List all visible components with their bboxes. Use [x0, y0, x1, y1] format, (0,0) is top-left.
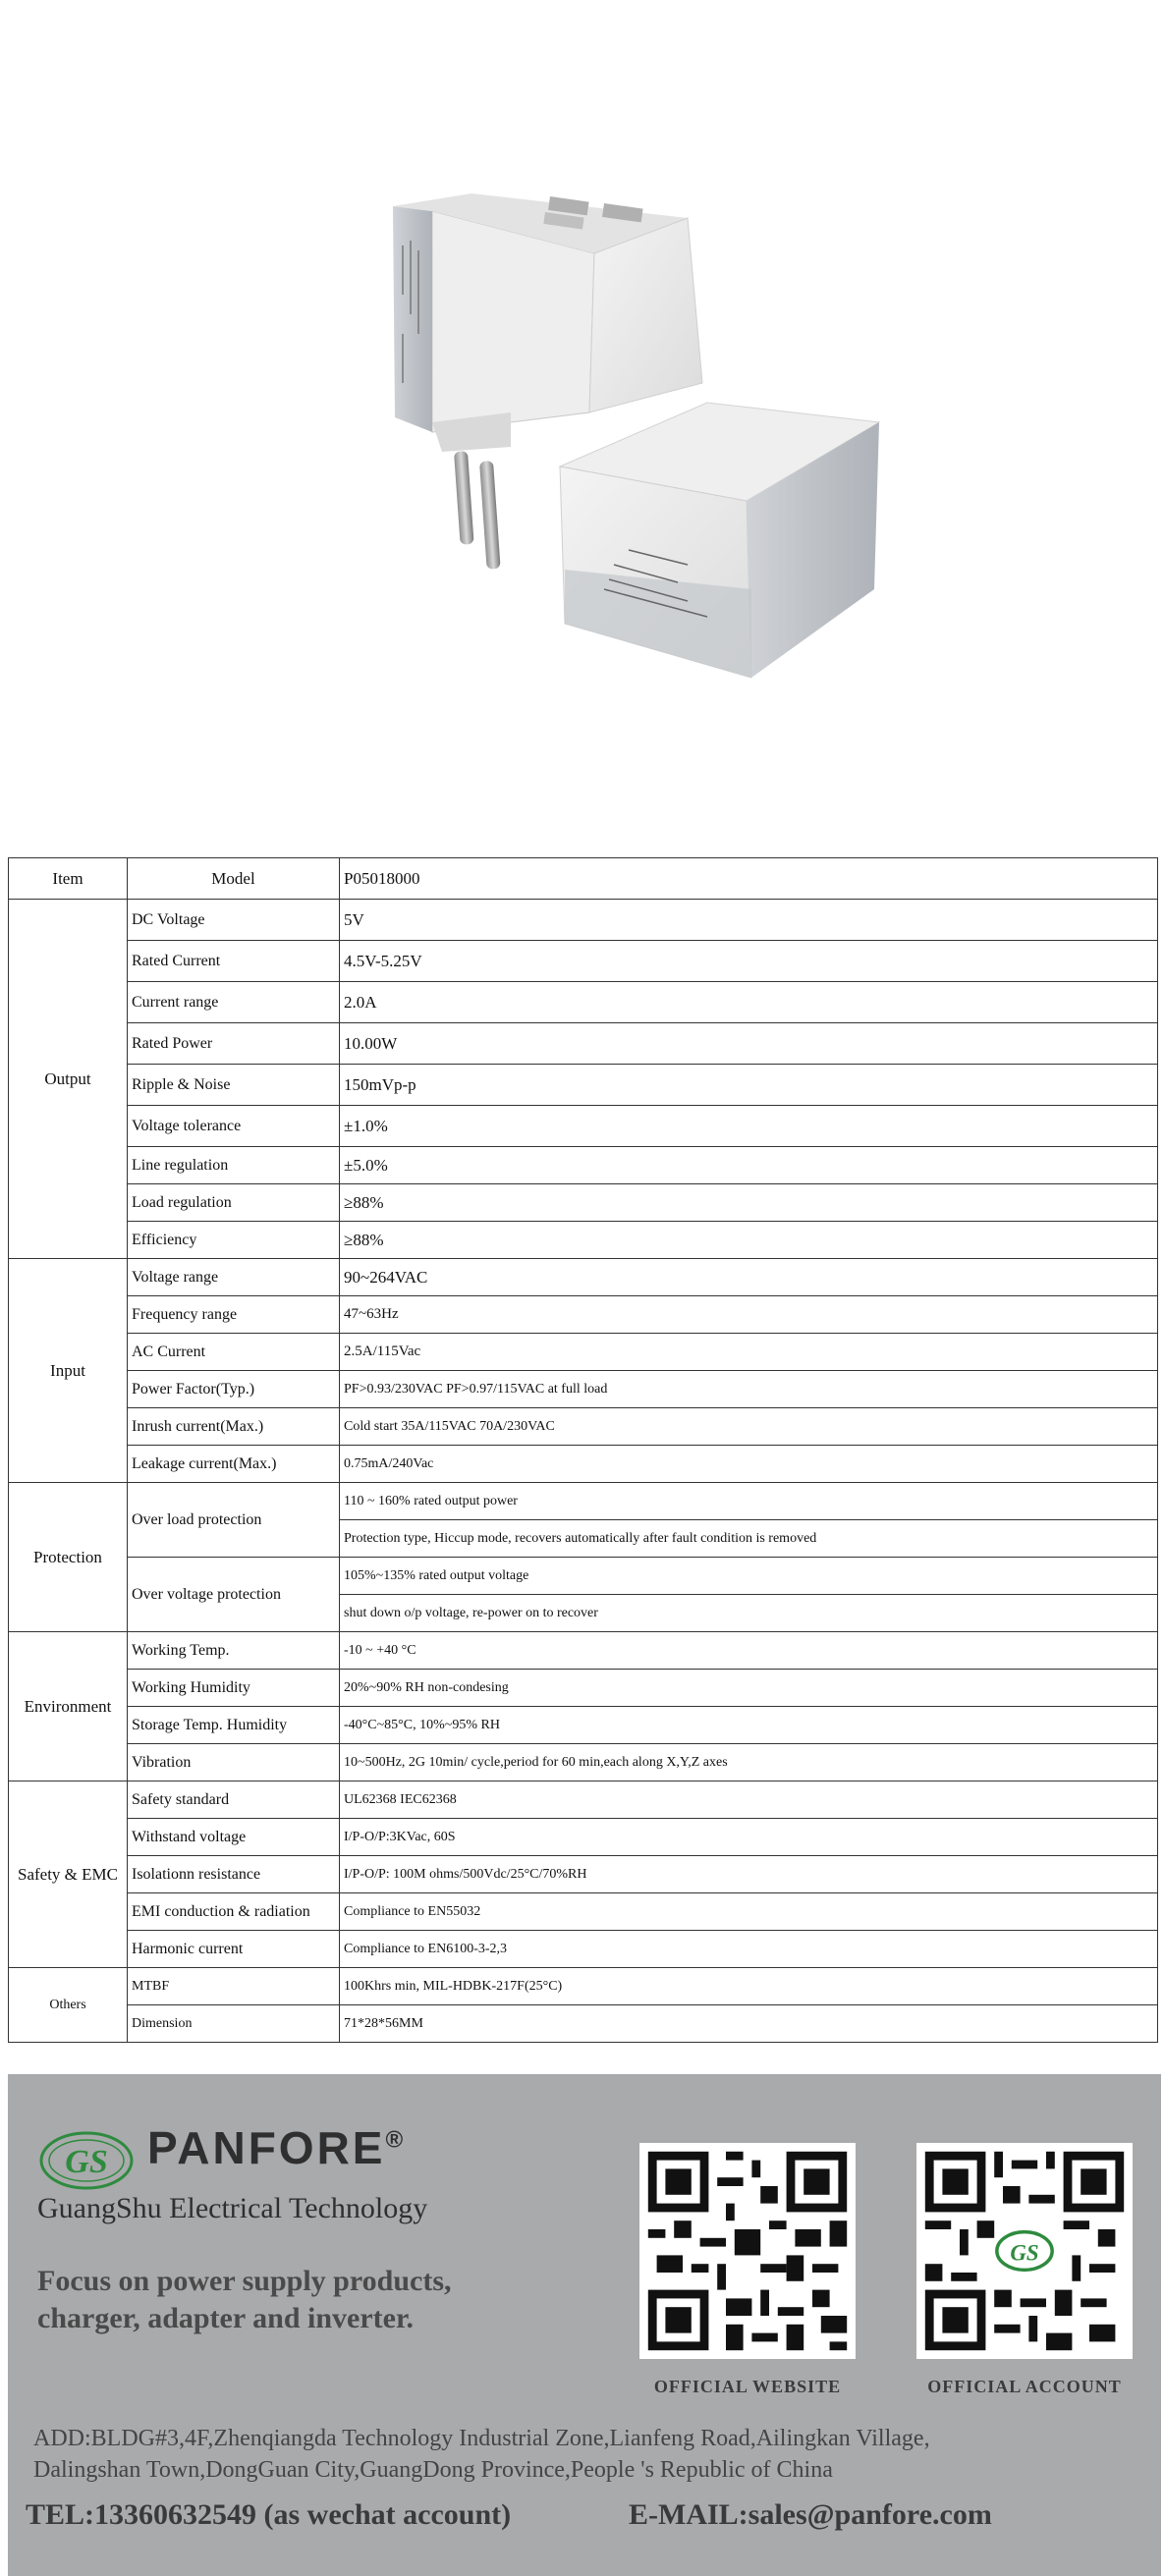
param-cell: Inrush current(Max.) — [128, 1408, 340, 1446]
param-cell: Over voltage protection — [128, 1558, 340, 1632]
value-cell: 150mVp-p — [340, 1065, 1158, 1106]
value-cell: Compliance to EN55032 — [340, 1893, 1158, 1931]
company-name: GuangShu Electrical Technology — [37, 2192, 428, 2224]
param-cell: Working Humidity — [128, 1670, 340, 1707]
table-row — [9, 982, 1158, 1023]
item-header: Item — [9, 858, 128, 900]
value-cell: 110 ~ 160% rated output power — [340, 1483, 1158, 1520]
value-cell: ±5.0% — [340, 1147, 1158, 1184]
qr-account-icon — [916, 2143, 1133, 2359]
qr-website-label: OFFICIAL WEBSITE — [653, 2377, 842, 2396]
value-cell: 5V — [340, 900, 1158, 941]
table-row — [9, 1968, 1158, 2005]
table-row — [9, 1744, 1158, 1781]
value-cell: ≥88% — [340, 1222, 1158, 1259]
value-cell: PF>0.93/230VAC PF>0.97/115VAC at full load — [340, 1371, 1158, 1408]
table-row — [9, 1408, 1158, 1446]
value-cell: I/P-O/P: 100M ohms/500Vdc/25°C/70%RH — [340, 1856, 1158, 1893]
value-cell: -10 ~ +40 °C — [340, 1632, 1158, 1670]
category-protection: Protection — [9, 1483, 128, 1632]
value-cell: 10~500Hz, 2G 10min/ cycle,period for 60 min,each along X,Y,Z axes — [340, 1744, 1158, 1781]
slogan — [37, 2263, 452, 2337]
param-cell: Leakage current(Max.) — [128, 1446, 340, 1483]
address-line-1: ADD:BLDG#3,4F,Zhenqiangda Technology Industrial Zone,Lianfeng Road,Ailingkan Village, — [33, 2426, 930, 2451]
value-cell: I/P-O/P:3KVac, 60S — [340, 1819, 1158, 1856]
table-row — [9, 1184, 1158, 1222]
value-cell: -40°C~85°C, 10%~95% RH — [340, 1707, 1158, 1744]
qr-account-label: OFFICIAL ACCOUNT — [927, 2377, 1122, 2396]
qr-code-website[interactable] — [639, 2143, 856, 2359]
value-cell: 2.5A/115Vac — [340, 1334, 1158, 1371]
param-cell: Current range — [128, 982, 340, 1023]
spec-table — [8, 857, 1158, 2043]
value-cell: shut down o/p voltage, re-power on to recover — [340, 1595, 1158, 1632]
value-cell: ≥88% — [340, 1184, 1158, 1222]
table-row — [9, 1670, 1158, 1707]
param-cell: Voltage range — [128, 1259, 340, 1296]
qr-code-account[interactable] — [916, 2143, 1133, 2359]
param-cell: Power Factor(Typ.) — [128, 1371, 340, 1408]
table-row — [9, 2005, 1158, 2043]
param-cell: Dimension — [128, 2005, 340, 2043]
value-cell: Cold start 35A/115VAC 70A/230VAC — [340, 1408, 1158, 1446]
table-row — [9, 1632, 1158, 1670]
value-cell: Compliance to EN6100-3-2,3 — [340, 1931, 1158, 1968]
table-row — [9, 1147, 1158, 1184]
param-cell: Rated Power — [128, 1023, 340, 1065]
product-photo — [0, 0, 1164, 845]
table-row — [9, 1371, 1158, 1408]
value-cell: Protection type, Hiccup mode, recovers automatically after fault condition is removed — [340, 1520, 1158, 1558]
telephone: TEL:13360632549 (as wechat account) — [26, 2498, 512, 2531]
param-cell: Efficiency — [128, 1222, 340, 1259]
usb-charger-illustration — [0, 0, 1164, 845]
value-cell: 71*28*56MM — [340, 2005, 1158, 2043]
brand-name — [147, 2121, 406, 2174]
param-cell: Storage Temp. Humidity — [128, 1707, 340, 1744]
value-cell: 20%~90% RH non-condesing — [340, 1670, 1158, 1707]
param-cell: Line regulation — [128, 1147, 340, 1184]
email: E-MAIL:sales@panfore.com — [629, 2498, 992, 2531]
value-cell: 105%~135% rated output voltage — [340, 1558, 1158, 1595]
table-row — [9, 1065, 1158, 1106]
param-cell: DC Voltage — [128, 900, 340, 941]
qr-website-icon — [639, 2143, 856, 2359]
param-cell: Load regulation — [128, 1184, 340, 1222]
table-row — [9, 1819, 1158, 1856]
table-row — [9, 1023, 1158, 1065]
brand-text: PANFORE — [147, 2122, 386, 2173]
value-cell: 2.0A — [340, 982, 1158, 1023]
logo-letters: GS — [65, 2144, 108, 2180]
param-cell: Over load protection — [128, 1483, 340, 1558]
table-row — [9, 1781, 1158, 1819]
category-output: Output — [9, 900, 128, 1259]
table-row — [9, 1259, 1158, 1296]
param-cell: Harmonic current — [128, 1931, 340, 1968]
table-row — [9, 1296, 1158, 1334]
table-row — [9, 1106, 1158, 1147]
param-cell: Rated Current — [128, 941, 340, 982]
table-row — [9, 1222, 1158, 1259]
value-cell: 0.75mA/240Vac — [340, 1446, 1158, 1483]
slogan-line-2: charger, adapter and inverter. — [37, 2302, 415, 2334]
table-row — [9, 1931, 1158, 1968]
param-cell: Safety standard — [128, 1781, 340, 1819]
company-banner — [8, 2074, 1161, 2576]
param-cell: Vibration — [128, 1744, 340, 1781]
category-others: Others — [9, 1968, 128, 2043]
value-cell: 4.5V-5.25V — [340, 941, 1158, 982]
model-value: P05018000 — [340, 858, 1158, 900]
param-cell: Working Temp. — [128, 1632, 340, 1670]
table-row — [9, 941, 1158, 982]
value-cell: 100Khrs min, MIL-HDBK-217F(25°C) — [340, 1968, 1158, 2005]
param-cell: AC Current — [128, 1334, 340, 1371]
table-row — [9, 1483, 1158, 1520]
value-cell: 90~264VAC — [340, 1259, 1158, 1296]
param-cell: Ripple & Noise — [128, 1065, 340, 1106]
category-environment: Environment — [9, 1632, 128, 1781]
param-cell: EMI conduction & radiation — [128, 1893, 340, 1931]
address — [33, 2423, 930, 2486]
table-row — [9, 1707, 1158, 1744]
param-cell: Withstand voltage — [128, 1819, 340, 1856]
table-header-row — [9, 858, 1158, 900]
qr-logo-letters: GS — [1010, 2240, 1039, 2266]
param-cell: MTBF — [128, 1968, 340, 2005]
table-row — [9, 1893, 1158, 1931]
table-row — [9, 1856, 1158, 1893]
category-safety-emc: Safety & EMC — [9, 1781, 128, 1968]
table-row — [9, 1558, 1158, 1595]
address-line-2: Dalingshan Town,DongGuan City,GuangDong Province,People 's Republic of China — [33, 2457, 833, 2483]
panfore-logo-icon — [37, 2128, 136, 2193]
value-cell: 47~63Hz — [340, 1296, 1158, 1334]
table-row — [9, 1446, 1158, 1483]
value-cell: UL62368 IEC62368 — [340, 1781, 1158, 1819]
model-header: Model — [128, 858, 340, 900]
param-cell: Isolationn resistance — [128, 1856, 340, 1893]
table-row — [9, 1334, 1158, 1371]
table-row — [9, 900, 1158, 941]
category-input: Input — [9, 1259, 128, 1483]
param-cell: Voltage tolerance — [128, 1106, 340, 1147]
registered-mark: ® — [385, 2126, 407, 2154]
param-cell: Frequency range — [128, 1296, 340, 1334]
value-cell: 10.00W — [340, 1023, 1158, 1065]
slogan-line-1: Focus on power supply products, — [37, 2265, 452, 2297]
value-cell: ±1.0% — [340, 1106, 1158, 1147]
